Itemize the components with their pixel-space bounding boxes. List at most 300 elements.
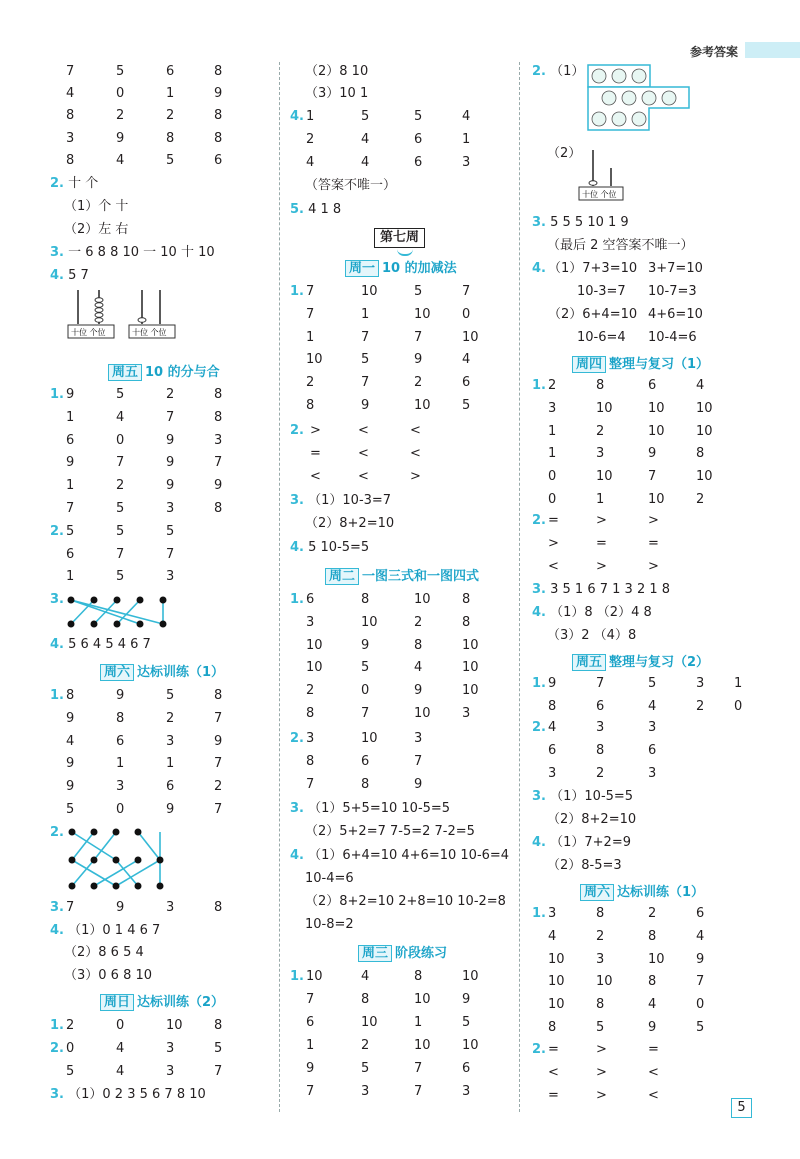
cell: 9 xyxy=(462,992,471,1007)
cell: 0 xyxy=(66,1041,75,1056)
question-number: 1. xyxy=(532,676,546,691)
cell: 8 xyxy=(414,637,423,653)
cell: 0 xyxy=(696,997,705,1013)
cell: 3 xyxy=(166,1064,175,1079)
cell: 10 xyxy=(548,974,565,990)
cell: 10 xyxy=(462,637,479,653)
cell: 4 xyxy=(462,109,471,124)
answer-text: （1）0 1 4 6 7 xyxy=(68,923,161,938)
cell: < xyxy=(548,1064,559,1080)
cell: 1 xyxy=(306,329,315,345)
cell: 3 xyxy=(696,676,705,691)
cell: 6 xyxy=(696,906,705,921)
question-number: 2. xyxy=(532,720,546,735)
cell: 1 xyxy=(734,676,743,691)
question-number: 2. xyxy=(532,64,546,79)
cell: 4 xyxy=(361,132,370,147)
cell: 7 xyxy=(214,455,223,471)
cell: 10 xyxy=(414,706,431,721)
cell: 8 xyxy=(596,906,605,921)
cell: 6 xyxy=(214,153,223,168)
cell: 10 xyxy=(306,969,323,984)
cell: 1 xyxy=(306,1038,315,1053)
cell: 3 xyxy=(596,720,605,735)
cell: 7 xyxy=(306,776,315,792)
cell: 8 xyxy=(596,742,605,758)
answer-text: 4 1 8 xyxy=(308,202,342,217)
cell: 9 xyxy=(361,637,370,653)
cell: 8 xyxy=(648,974,657,990)
cell: 1 xyxy=(166,86,175,101)
cell: 2 xyxy=(116,108,125,123)
cell: 9 xyxy=(166,802,175,817)
cell: 2 xyxy=(166,387,175,402)
cell: 8 xyxy=(548,698,557,714)
cell: 9 xyxy=(414,683,423,699)
cell: 7 xyxy=(306,306,315,322)
cell: 8 xyxy=(361,776,370,792)
cell: 5 xyxy=(66,1064,75,1079)
cell: 4 xyxy=(116,1064,125,1079)
question-number: 3. xyxy=(50,592,64,607)
cell: 2 xyxy=(596,928,605,944)
cell: 8 xyxy=(66,108,75,123)
answer-text: 10-3=7 xyxy=(577,284,626,299)
cell: 9 xyxy=(166,432,175,448)
cell: 10 xyxy=(361,614,378,630)
cell: 3 xyxy=(548,906,557,921)
answer-text: （3）0 6 8 10 xyxy=(64,968,153,983)
cell: > xyxy=(596,1042,607,1057)
section-title: 10 的分与合 xyxy=(145,365,220,380)
cell: 7 xyxy=(166,547,175,562)
cell: 1 xyxy=(116,756,125,772)
cell: 8 xyxy=(462,614,471,630)
cell: 3 xyxy=(166,900,175,915)
cell: 2 xyxy=(306,132,315,147)
thu-question-3 xyxy=(532,580,670,600)
question-number: 3. xyxy=(290,493,304,508)
fri-question-3 xyxy=(532,787,633,807)
cell: 7 xyxy=(361,375,370,391)
cell: > xyxy=(648,558,659,574)
question-number: 1. xyxy=(290,592,304,607)
section-title: 一图三式和一图四式 xyxy=(362,569,480,584)
question-number: 1. xyxy=(50,1018,64,1033)
section-heading-fri xyxy=(572,653,709,673)
cell: 2 xyxy=(306,683,315,699)
cell: 5 xyxy=(596,1020,605,1035)
cell: 7 xyxy=(214,1064,223,1079)
question-number: 3. xyxy=(532,215,546,230)
cell: 1 xyxy=(462,132,471,147)
cell: 3 xyxy=(361,1084,370,1099)
cell: > xyxy=(648,513,659,528)
section-tag: 周四 xyxy=(572,356,606,373)
cell: 8 xyxy=(214,108,223,123)
cell: 3 xyxy=(414,731,423,746)
cell: 3 xyxy=(306,614,315,630)
cell: 6 xyxy=(548,742,557,758)
cell: 2 xyxy=(648,906,657,921)
cell: 10 xyxy=(596,974,613,990)
cell: = xyxy=(596,535,607,551)
cell: 2 xyxy=(414,375,423,391)
cell: 7 xyxy=(214,756,223,772)
cell: 10 xyxy=(696,469,713,485)
cell: 3 xyxy=(166,501,175,516)
answer-text: （1）8 （2）4 8 xyxy=(550,605,652,620)
cell: 10 xyxy=(414,1038,431,1053)
cell: 4 xyxy=(306,155,315,170)
cell: 1 xyxy=(306,109,315,124)
cell: 7 xyxy=(66,900,75,915)
cell: 8 xyxy=(214,131,223,146)
cell: 5 xyxy=(66,802,75,817)
cell: > xyxy=(596,1087,607,1103)
cell: 5 xyxy=(214,1041,223,1056)
cell: 3 xyxy=(116,779,125,795)
section-title: 达标训练（2） xyxy=(137,995,225,1010)
question-number: 3. xyxy=(50,900,64,915)
cell: 5 xyxy=(66,524,75,539)
cell: 1 xyxy=(66,478,75,494)
cell: 1 xyxy=(66,569,75,584)
cell: 8 xyxy=(696,446,705,462)
question-number: 3. xyxy=(50,1087,64,1102)
fri-question-4 xyxy=(532,833,631,853)
question-number: 3. xyxy=(532,789,546,804)
cell: 10 xyxy=(306,352,323,368)
cell: 6 xyxy=(166,64,175,79)
cell: < xyxy=(548,558,559,574)
cell: 3 xyxy=(166,733,175,749)
cell: 10 xyxy=(166,1018,183,1033)
page-number: 5 xyxy=(731,1098,752,1118)
question-number: 3. xyxy=(532,582,546,597)
cell: 2 xyxy=(414,614,423,630)
cell: 3 xyxy=(166,1041,175,1056)
cell: 3 xyxy=(462,1084,471,1099)
cell: 10 xyxy=(648,423,665,439)
section-tag: 周日 xyxy=(100,994,134,1011)
cell: 9 xyxy=(306,1061,315,1076)
cell: 5 xyxy=(462,1015,471,1030)
question-number: 3. xyxy=(50,245,64,260)
question-number: 2. xyxy=(290,731,304,746)
cell: 6 xyxy=(414,132,423,147)
cell: 10 xyxy=(596,469,613,485)
cell: 9 xyxy=(66,387,75,402)
cell: 8 xyxy=(214,409,223,425)
section-title: 整理与复习（2） xyxy=(609,655,710,670)
section-tag: 周五 xyxy=(572,654,606,671)
cell: 8 xyxy=(66,688,75,703)
cell: 9 xyxy=(116,688,125,703)
cell: 5 xyxy=(116,501,125,516)
cell: 2 xyxy=(214,779,223,795)
cell: 7 xyxy=(414,1084,423,1099)
answer-text: （2）左 右 xyxy=(64,222,129,237)
answer-text: （3）2 （4）8 xyxy=(547,628,637,643)
cell: 4 xyxy=(696,928,705,944)
answer-text: 一 6 8 8 10 一 10 十 10 xyxy=(68,245,215,260)
cell: 3 xyxy=(306,731,315,746)
cell: 1 xyxy=(596,492,605,507)
cell: 4 xyxy=(462,352,471,368)
cell: 4 xyxy=(548,928,557,944)
question-number: 2. xyxy=(532,1042,546,1057)
answer-text: （2）8 6 5 4 xyxy=(64,945,144,960)
answer-text: 10-6=4 xyxy=(577,330,626,345)
question-4-row xyxy=(532,259,703,279)
cell: 7 xyxy=(414,753,423,769)
question-number: 1. xyxy=(532,906,546,921)
cell: 2 xyxy=(66,1018,75,1033)
answer-text: （1）个 十 xyxy=(64,199,129,214)
cell: 3 xyxy=(596,446,605,462)
cell: 3 xyxy=(648,765,657,781)
cell: 5 xyxy=(361,1061,370,1076)
cell: 6 xyxy=(596,698,605,714)
cell: 4 xyxy=(116,1041,125,1056)
cell: 3 xyxy=(548,400,557,416)
cell: 9 xyxy=(66,455,75,471)
cell: 5 xyxy=(166,688,175,703)
abacus-label: 十位 个位 xyxy=(71,328,106,337)
cell: 3 xyxy=(596,951,605,967)
cell: 7 xyxy=(116,455,125,471)
section-title: 达标训练（1） xyxy=(617,885,705,900)
cell: 10 xyxy=(414,398,431,413)
cell: 3 xyxy=(648,720,657,735)
question-3 xyxy=(532,213,629,233)
cell: 8 xyxy=(214,387,223,402)
cell: 2 xyxy=(596,765,605,781)
cell: 5 xyxy=(116,524,125,539)
cell: 9 xyxy=(66,710,75,726)
cell: 8 xyxy=(596,378,605,393)
question-number: 1. xyxy=(290,284,304,299)
cell: 8 xyxy=(214,688,223,703)
cell: 9 xyxy=(214,478,223,494)
cell: 5 xyxy=(361,352,370,368)
answer-row xyxy=(532,511,659,531)
cell: 7 xyxy=(596,676,605,691)
answer-text: （1）7+3=10 xyxy=(548,261,638,276)
question-number: 2. xyxy=(50,524,64,539)
cell: 8 xyxy=(596,997,605,1013)
cell: 5 xyxy=(116,569,125,584)
cell: 5 xyxy=(116,64,125,79)
answer-text: （2）8+2=10 xyxy=(547,812,637,827)
cell: 6 xyxy=(306,1015,315,1030)
cell: 6 xyxy=(66,547,75,562)
answer-text: 十 个 xyxy=(68,176,99,191)
cell: 9 xyxy=(361,398,370,413)
section-title: 整理与复习（1） xyxy=(609,357,710,372)
cell: 8 xyxy=(414,969,423,984)
cell: > xyxy=(596,558,607,574)
cell: 10 xyxy=(414,592,431,607)
cell: 4 xyxy=(361,969,370,984)
note-text: （答案不唯一） xyxy=(305,178,397,193)
cell: 2 xyxy=(166,710,175,726)
cell: 2 xyxy=(696,492,705,507)
section-tag: 周六 xyxy=(580,884,614,901)
cell: 2 xyxy=(306,375,315,391)
cell: 5 xyxy=(361,109,370,124)
answer-text: 4+6=10 xyxy=(648,307,703,322)
question-number: 1. xyxy=(290,969,304,984)
question-number: 5. xyxy=(290,202,304,217)
cell: 10 xyxy=(361,731,378,746)
question-number: 4. xyxy=(290,848,304,863)
cell: 1 xyxy=(548,423,557,439)
cell: < xyxy=(358,423,369,438)
section-tag: 周一 xyxy=(345,260,379,277)
answer-row xyxy=(532,904,705,924)
question-number: 2. xyxy=(532,513,546,528)
question-2 xyxy=(532,62,584,82)
answer-text: （2）8+2=10 2+8=10 10-2=8 xyxy=(305,894,506,909)
answer-row xyxy=(532,1040,659,1060)
cell: > xyxy=(410,468,421,484)
abacus-label: 十位 个位 xyxy=(582,190,617,199)
cell: 8 xyxy=(548,1020,557,1035)
cell: 3 xyxy=(66,131,75,146)
cell: 9 xyxy=(66,756,75,772)
answer-text: 10-8=2 xyxy=(305,917,354,932)
cell: 8 xyxy=(462,592,471,607)
cell: < xyxy=(410,423,421,438)
cell: 10 xyxy=(648,951,665,967)
cell: 3 xyxy=(548,765,557,781)
cell: 7 xyxy=(306,992,315,1007)
cell: = xyxy=(648,1042,659,1057)
answer-text: （1）10-3=7 xyxy=(308,493,392,508)
cell: > xyxy=(548,535,559,551)
cell: 10 xyxy=(361,1015,378,1030)
section-title: 10 的加减法 xyxy=(382,261,457,276)
answer-text: （2）8 10 xyxy=(305,64,369,79)
cell: 1 xyxy=(414,1015,423,1030)
section-tag: 周三 xyxy=(358,945,392,962)
cell: 10 xyxy=(696,400,713,416)
cell: 10 xyxy=(361,284,378,299)
cell: 4 xyxy=(116,409,125,425)
cell: 6 xyxy=(66,432,75,448)
answer-text: 10-7=3 xyxy=(648,284,697,299)
cell: 4 xyxy=(648,698,657,714)
cell: 9 xyxy=(648,1020,657,1035)
cell: 6 xyxy=(116,733,125,749)
cell: < xyxy=(310,468,321,484)
cell: 5 xyxy=(696,1020,705,1035)
cell: > xyxy=(310,423,321,438)
answer-text: 5 5 5 10 1 9 xyxy=(550,215,629,230)
question-number: 2. xyxy=(50,176,64,191)
cell: 6 xyxy=(414,155,423,170)
answer-row xyxy=(532,674,743,694)
cell: 4 xyxy=(66,733,75,749)
answer-text: （1）6+4=10 4+6=10 10-6=4 xyxy=(308,848,510,863)
cell: 8 xyxy=(306,706,315,721)
question-number: 4. xyxy=(50,637,64,652)
cell: < xyxy=(358,445,369,461)
cell: 9 xyxy=(166,478,175,494)
cell: 9 xyxy=(696,951,705,967)
cell: 8 xyxy=(116,710,125,726)
answer-text: 5 7 xyxy=(68,268,89,283)
cell: < xyxy=(648,1064,659,1080)
cell: 10 xyxy=(414,992,431,1007)
cell: 3 xyxy=(462,706,471,721)
section-tag: 周六 xyxy=(100,664,134,681)
cell: 5 xyxy=(166,153,175,168)
cell: 2 xyxy=(696,698,705,714)
answer-text: （1）0 2 3 5 6 7 8 10 xyxy=(68,1087,206,1102)
answer-text: 5 6 4 5 4 6 7 xyxy=(68,637,151,652)
cell: 7 xyxy=(361,329,370,345)
cell: 8 xyxy=(306,753,315,769)
fruit-groups-picture xyxy=(587,64,691,132)
cell: 5 xyxy=(166,524,175,539)
cell: < xyxy=(358,468,369,484)
answer-text: （2）8+2=10 xyxy=(305,516,395,531)
cell: 9 xyxy=(66,779,75,795)
section-heading-thu xyxy=(572,355,709,375)
cell: 10 xyxy=(648,400,665,416)
question-number: 4. xyxy=(290,109,304,124)
cell: 7 xyxy=(66,64,75,79)
cell: 9 xyxy=(648,446,657,462)
cell: 1 xyxy=(548,446,557,462)
cell: 8 xyxy=(66,153,75,168)
cell: 7 xyxy=(66,501,75,516)
answer-row xyxy=(532,376,705,396)
cell: 9 xyxy=(414,352,423,368)
cell: 7 xyxy=(306,284,315,299)
cell: 9 xyxy=(166,455,175,471)
header-title: 参考答案 xyxy=(690,45,739,59)
cell: 1 xyxy=(166,756,175,772)
question-number: 1. xyxy=(50,688,64,703)
cell: 8 xyxy=(214,1018,223,1033)
cell: 1 xyxy=(361,306,370,322)
cell: 10 xyxy=(696,423,713,439)
answer-text: 3 5 1 6 7 1 3 2 1 8 xyxy=(550,582,671,597)
cell: 7 xyxy=(306,1084,315,1099)
answer-text: 10-4=6 xyxy=(305,871,354,886)
question-number: 3. xyxy=(290,801,304,816)
cell: > xyxy=(596,513,607,528)
cell: 5 xyxy=(361,660,370,676)
cell: 9 xyxy=(214,733,223,749)
question-number: 2. xyxy=(50,825,64,840)
thu-question-4 xyxy=(532,603,652,623)
question-number: 1. xyxy=(532,378,546,393)
cell: 2 xyxy=(596,423,605,439)
cell: 6 xyxy=(648,742,657,758)
answer-text: （3）10 1 xyxy=(305,86,369,101)
week-7-title: 第七周 xyxy=(374,228,425,248)
cell: 9 xyxy=(548,676,557,691)
cell: 7 xyxy=(696,974,705,990)
cell: 0 xyxy=(361,683,370,699)
cell: 3 xyxy=(214,432,223,448)
cell: 10 xyxy=(548,997,565,1013)
